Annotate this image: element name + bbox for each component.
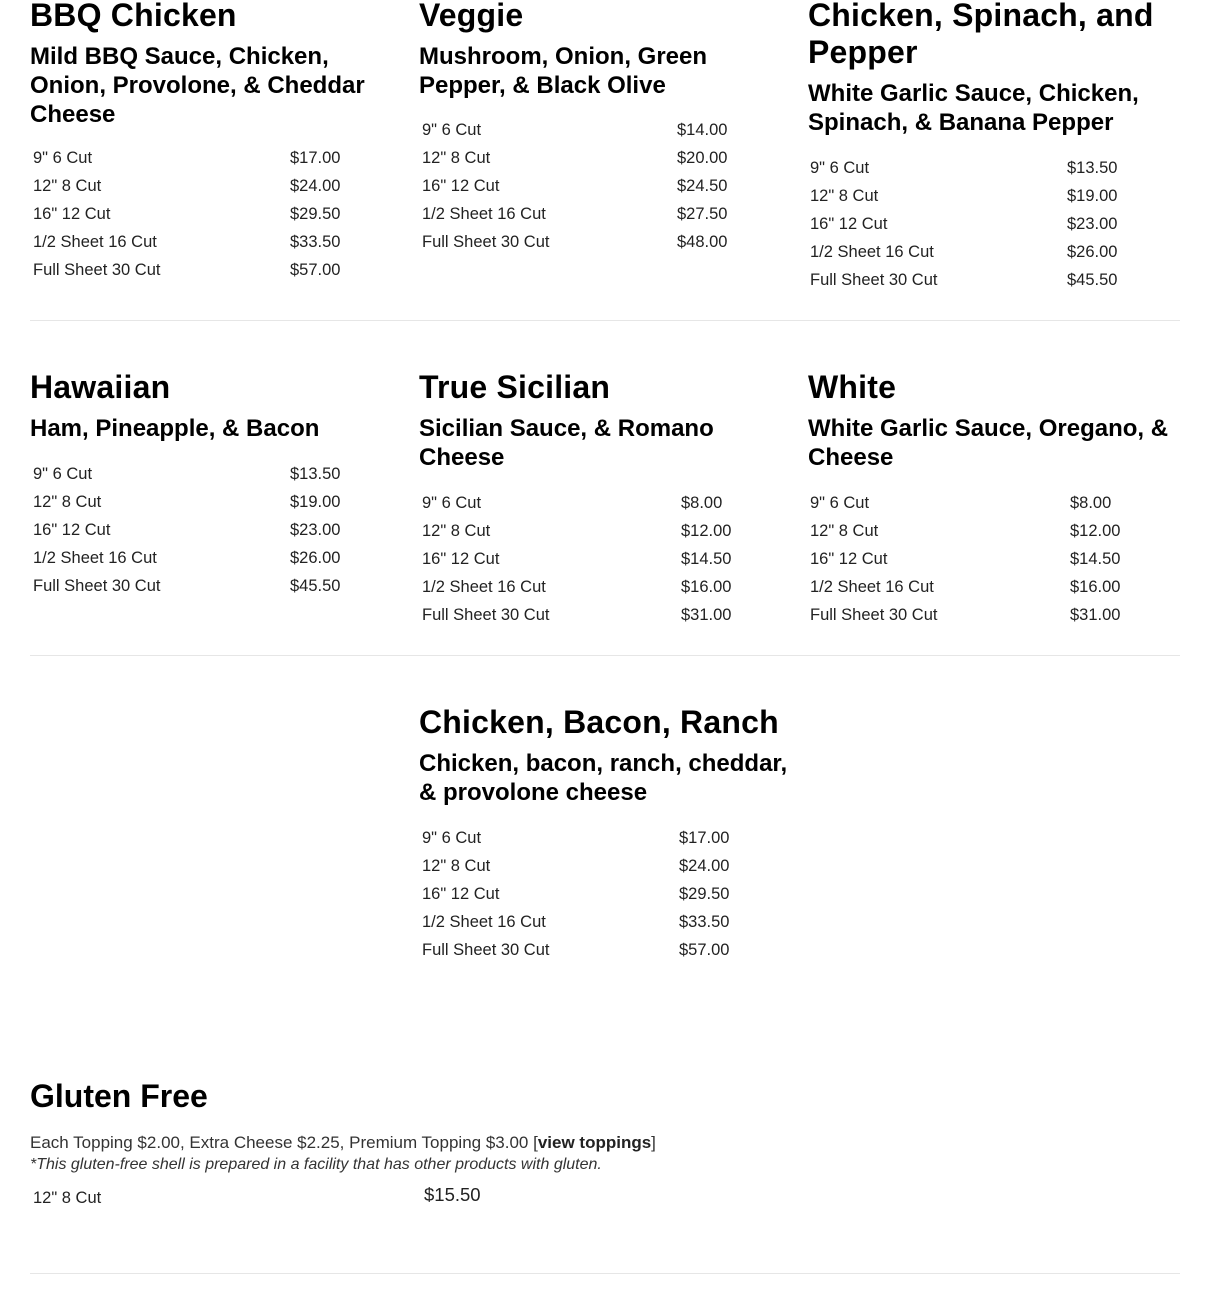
size-label: 1/2 Sheet 16 Cut	[33, 549, 157, 567]
table-row	[419, 489, 749, 517]
pizza-name: Veggie	[419, 0, 524, 33]
pizza-name: Hawaiian	[30, 369, 171, 405]
size-label: 9" 6 Cut	[810, 494, 870, 512]
pizza-name: True Sicilian	[419, 369, 611, 405]
size-label: 9" 6 Cut	[422, 494, 482, 512]
price-table	[419, 489, 749, 629]
table-row	[419, 824, 749, 852]
size-label: 16" 12 Cut	[33, 205, 111, 223]
table-row	[419, 545, 749, 573]
table-row	[419, 228, 749, 256]
size-label: 12" 8 Cut	[810, 522, 879, 540]
price-value: $45.50	[290, 577, 341, 595]
gluten-free-size: 12" 8 Cut	[33, 1189, 102, 1207]
pizza-card-veggie	[419, 0, 794, 100]
table-row	[807, 266, 1137, 294]
table-row	[419, 936, 749, 964]
table-row	[30, 172, 360, 200]
size-label: 9" 6 Cut	[33, 149, 93, 167]
price-value: $33.50	[679, 913, 730, 931]
table-row	[30, 256, 360, 284]
section-divider	[30, 655, 1180, 656]
size-label: 12" 8 Cut	[810, 187, 879, 205]
price-table	[30, 144, 360, 284]
price-value: $16.00	[681, 578, 732, 596]
table-row	[807, 210, 1137, 238]
price-value: $19.00	[1067, 187, 1118, 205]
pizza-name: White	[808, 369, 897, 405]
table-row	[30, 460, 360, 488]
price-table	[807, 489, 1137, 629]
price-value: $26.00	[290, 549, 341, 567]
size-label: 1/2 Sheet 16 Cut	[422, 913, 546, 931]
price-value: $24.00	[679, 857, 730, 875]
table-row	[807, 601, 1137, 629]
size-label: Full Sheet 30 Cut	[422, 233, 550, 251]
size-label: Full Sheet 30 Cut	[422, 606, 550, 624]
price-value: $31.00	[681, 606, 732, 624]
price-table	[419, 824, 749, 964]
price-table	[807, 154, 1137, 294]
pizza-card-true-sicilian	[419, 369, 794, 472]
table-row	[807, 545, 1137, 573]
price-value: $20.00	[677, 149, 728, 167]
price-value: $13.50	[1067, 159, 1118, 177]
pizza-toppings: White Garlic Sauce, Oregano, & Cheese	[808, 415, 1169, 471]
table-row	[419, 200, 749, 228]
size-label: 9" 6 Cut	[422, 121, 482, 139]
table-row	[419, 573, 749, 601]
price-value: $14.50	[681, 550, 732, 568]
table-row	[807, 154, 1137, 182]
price-value: $26.00	[1067, 243, 1118, 261]
table-row	[30, 516, 360, 544]
size-label: 16" 12 Cut	[33, 521, 111, 539]
table-row	[419, 601, 749, 629]
price-value: $29.50	[290, 205, 341, 223]
price-value: $12.00	[1070, 522, 1121, 540]
price-value: $8.00	[681, 494, 723, 512]
size-label: 9" 6 Cut	[810, 159, 870, 177]
table-row	[807, 573, 1137, 601]
gluten-free-title: Gluten Free	[30, 1078, 208, 1114]
size-label: 12" 8 Cut	[422, 149, 491, 167]
price-value: $45.50	[1067, 271, 1118, 289]
size-label: 12" 8 Cut	[33, 493, 102, 511]
pizza-toppings: Chicken, bacon, ranch, cheddar, & provolone cheese	[419, 750, 788, 806]
size-label: 12" 8 Cut	[33, 177, 102, 195]
price-value: $8.00	[1070, 494, 1112, 512]
size-label: 12" 8 Cut	[422, 857, 491, 875]
table-row	[419, 116, 749, 144]
section-divider	[30, 1273, 1180, 1274]
size-label: 16" 12 Cut	[422, 177, 500, 195]
pizza-card-chicken-spinach-pepper	[808, 0, 1183, 137]
price-value: $57.00	[290, 261, 341, 279]
table-row	[807, 238, 1137, 266]
size-label: Full Sheet 30 Cut	[422, 941, 550, 959]
gluten-disclaimer: *This gluten-free shell is prepared in a facility that has other products with gluten.	[30, 1156, 602, 1173]
price-value: $13.50	[290, 465, 341, 483]
table-row	[807, 182, 1137, 210]
size-label: Full Sheet 30 Cut	[810, 271, 938, 289]
pizza-name: Chicken, Spinach, and Pepper	[808, 0, 1154, 70]
table-row	[419, 880, 749, 908]
table-row	[807, 489, 1137, 517]
price-value: $12.00	[681, 522, 732, 540]
price-value: $14.50	[1070, 550, 1121, 568]
price-value: $17.00	[290, 149, 341, 167]
table-row	[30, 144, 360, 172]
price-value: $29.50	[679, 885, 730, 903]
table-row	[419, 144, 749, 172]
pizza-name: Chicken, Bacon, Ranch	[419, 704, 779, 740]
pizza-name: BBQ Chicken	[30, 0, 237, 33]
pizza-toppings: Sicilian Sauce, & Romano Cheese	[419, 415, 714, 471]
size-label: 16" 12 Cut	[422, 550, 500, 568]
pizza-card-chicken-bacon-ranch	[419, 704, 799, 807]
price-value: $31.00	[1070, 606, 1121, 624]
pizza-toppings: White Garlic Sauce, Chicken, Spinach, & Banana Pepper	[808, 80, 1139, 136]
table-row	[30, 544, 360, 572]
price-table	[30, 460, 360, 600]
section-divider	[30, 320, 1180, 321]
price-value: $48.00	[677, 233, 728, 251]
price-value: $23.00	[1067, 215, 1118, 233]
size-label: Full Sheet 30 Cut	[33, 261, 161, 279]
size-label: Full Sheet 30 Cut	[33, 577, 161, 595]
gluten-free-price: $15.50	[424, 1184, 481, 1205]
size-label: 9" 6 Cut	[33, 465, 93, 483]
price-value: $14.00	[677, 121, 728, 139]
price-value: $57.00	[679, 941, 730, 959]
view-toppings-link[interactable]: view toppings	[537, 1133, 652, 1152]
size-label: 16" 12 Cut	[810, 215, 888, 233]
size-label: 16" 12 Cut	[422, 885, 500, 903]
size-label: Full Sheet 30 Cut	[810, 606, 938, 624]
table-row	[807, 517, 1137, 545]
table-row	[30, 572, 360, 600]
table-row	[419, 517, 749, 545]
price-value: $16.00	[1070, 578, 1121, 596]
pizza-toppings: Mild BBQ Sauce, Chicken, Onion, Provolone, & Cheddar Cheese	[30, 43, 365, 128]
price-value: $27.50	[677, 205, 728, 223]
table-row	[419, 908, 749, 936]
size-label: 1/2 Sheet 16 Cut	[33, 233, 157, 251]
price-value: $19.00	[290, 493, 341, 511]
table-row	[419, 172, 749, 200]
topping-pricing-note: Each Topping $2.00, Extra Cheese $2.25, Premium Topping $3.00 [view toppings]	[30, 1133, 656, 1152]
table-row	[30, 488, 360, 516]
table-row	[419, 852, 749, 880]
table-row	[30, 200, 360, 228]
size-label: 1/2 Sheet 16 Cut	[810, 243, 934, 261]
size-label: 1/2 Sheet 16 Cut	[810, 578, 934, 596]
price-value: $24.00	[290, 177, 341, 195]
size-label: 9" 6 Cut	[422, 829, 482, 847]
pizza-toppings: Mushroom, Onion, Green Pepper, & Black Olive	[419, 43, 708, 99]
table-row	[30, 228, 360, 256]
size-label: 16" 12 Cut	[810, 550, 888, 568]
price-value: $33.50	[290, 233, 341, 251]
pizza-card-bbq-chicken	[30, 0, 405, 129]
price-table	[419, 116, 749, 256]
size-label: 1/2 Sheet 16 Cut	[422, 205, 546, 223]
pizza-card-white	[808, 369, 1198, 472]
size-label: 1/2 Sheet 16 Cut	[422, 578, 546, 596]
price-value: $23.00	[290, 521, 341, 539]
size-label: 12" 8 Cut	[422, 522, 491, 540]
price-value: $17.00	[679, 829, 730, 847]
price-value: $24.50	[677, 177, 728, 195]
pizza-toppings: Ham, Pineapple, & Bacon	[30, 415, 320, 442]
pizza-card-hawaiian	[30, 369, 405, 443]
